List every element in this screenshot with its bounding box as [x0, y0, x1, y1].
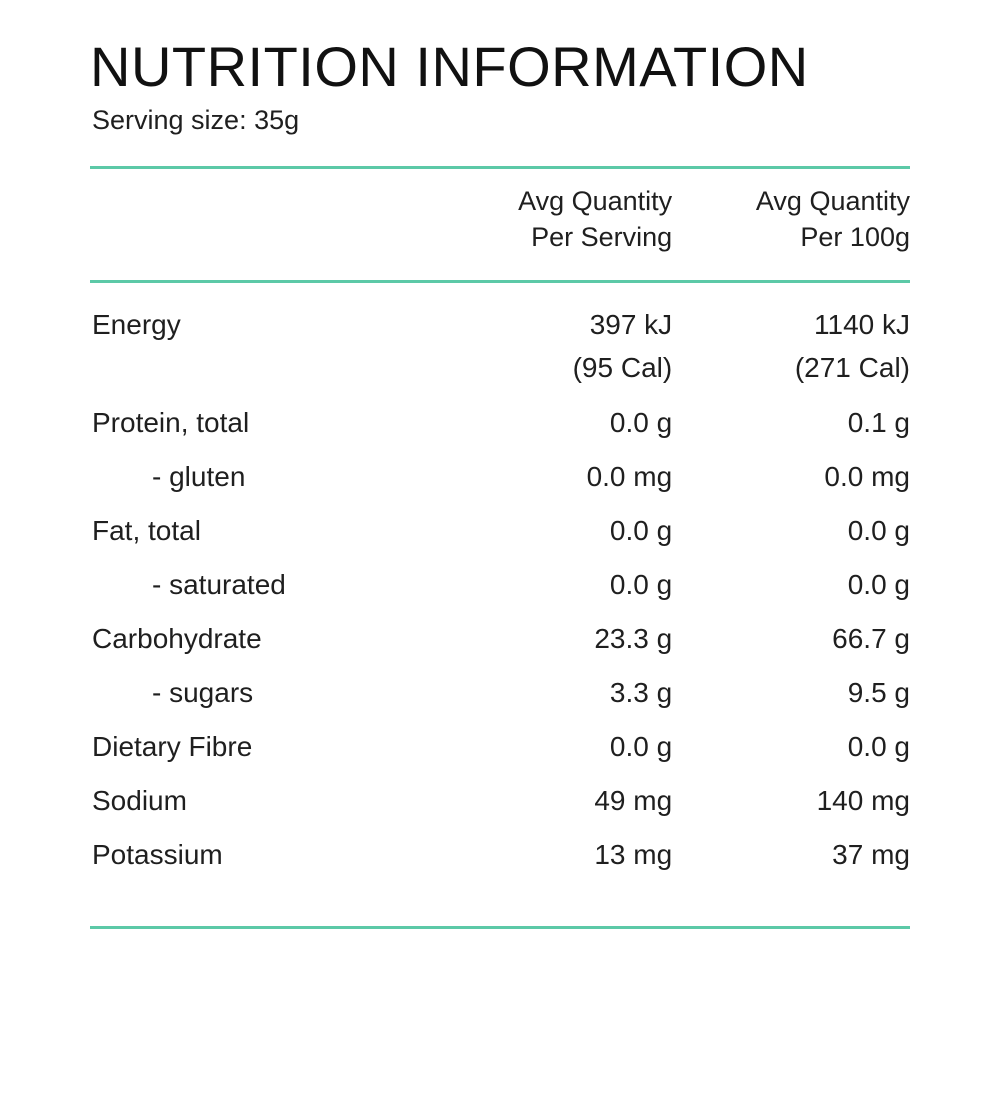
table-header-row: [90, 169, 910, 266]
row-per-serving: 0.0 g: [609, 406, 673, 438]
row-per-serving: 0.0 g: [609, 568, 673, 600]
row-label: Energy: [92, 308, 181, 340]
table-row: [90, 612, 910, 666]
table-row: [90, 720, 910, 774]
row-per-serving: 49 mg: [594, 784, 673, 816]
table-row: [90, 558, 910, 612]
row-label: - gluten: [152, 460, 246, 492]
row-label: Fat, total: [92, 514, 201, 546]
table-body: [90, 283, 910, 882]
table-row: [90, 504, 910, 558]
row-per-serving: (95 Cal): [572, 351, 673, 383]
table-row: [90, 396, 910, 450]
row-label: [90, 352, 426, 396]
table-row: [90, 666, 910, 720]
row-per-100g: 9.5 g: [847, 676, 910, 708]
divider-bottom: [90, 926, 910, 929]
row-label: Dietary Fibre: [92, 730, 253, 762]
nutrition-table: [90, 169, 910, 266]
row-per-serving: 0.0 g: [609, 514, 673, 546]
row-per-serving: 0.0 mg: [586, 460, 673, 492]
table-row: [90, 283, 910, 352]
table-row: [90, 828, 910, 882]
row-label: Sodium: [92, 784, 187, 816]
row-label: Carbohydrate: [92, 622, 262, 654]
column-header-per-100g: [672, 169, 910, 266]
row-label: Protein, total: [92, 406, 250, 438]
table-row: [90, 774, 910, 828]
table-row: [90, 352, 910, 396]
row-per-100g: 66.7 g: [832, 622, 910, 654]
page-title: NUTRITION INFORMATION: [90, 35, 809, 98]
row-label: Potassium: [92, 838, 223, 870]
row-per-serving: 3.3 g: [609, 676, 673, 708]
table-header: [90, 169, 910, 266]
row-per-100g: 0.0 g: [847, 568, 910, 600]
column-header-per-serving-line2: Per Serving: [531, 222, 673, 253]
row-label: - sugars: [152, 676, 254, 708]
row-per-serving: 13 mg: [594, 838, 673, 870]
row-per-100g: 1140 kJ: [814, 308, 910, 340]
table-row: [90, 450, 910, 504]
row-per-100g: 140 mg: [816, 784, 910, 816]
row-per-serving: 397 kJ: [589, 308, 673, 340]
row-per-100g: 0.0 g: [847, 730, 910, 762]
row-per-100g: 0.1 g: [847, 406, 910, 438]
column-header-nutrient: [90, 169, 426, 266]
nutrition-values-table: [90, 283, 910, 882]
row-per-serving: 23.3 g: [594, 622, 673, 654]
column-header-per-serving: [426, 169, 672, 266]
serving-size-text: Serving size: 35g: [92, 104, 300, 135]
row-label: - saturated: [152, 568, 286, 600]
column-header-per-100g-line2: Per 100g: [800, 222, 910, 253]
row-per-100g: 0.0 g: [847, 514, 910, 546]
row-per-100g: 0.0 mg: [824, 460, 910, 492]
row-per-100g: 37 mg: [832, 838, 910, 870]
row-per-serving: 0.0 g: [609, 730, 673, 762]
column-header-per-serving-line1: Avg Quantity: [518, 185, 673, 216]
row-per-100g: (271 Cal): [794, 351, 910, 383]
column-header-per-100g-line1: Avg Quantity: [755, 185, 910, 216]
